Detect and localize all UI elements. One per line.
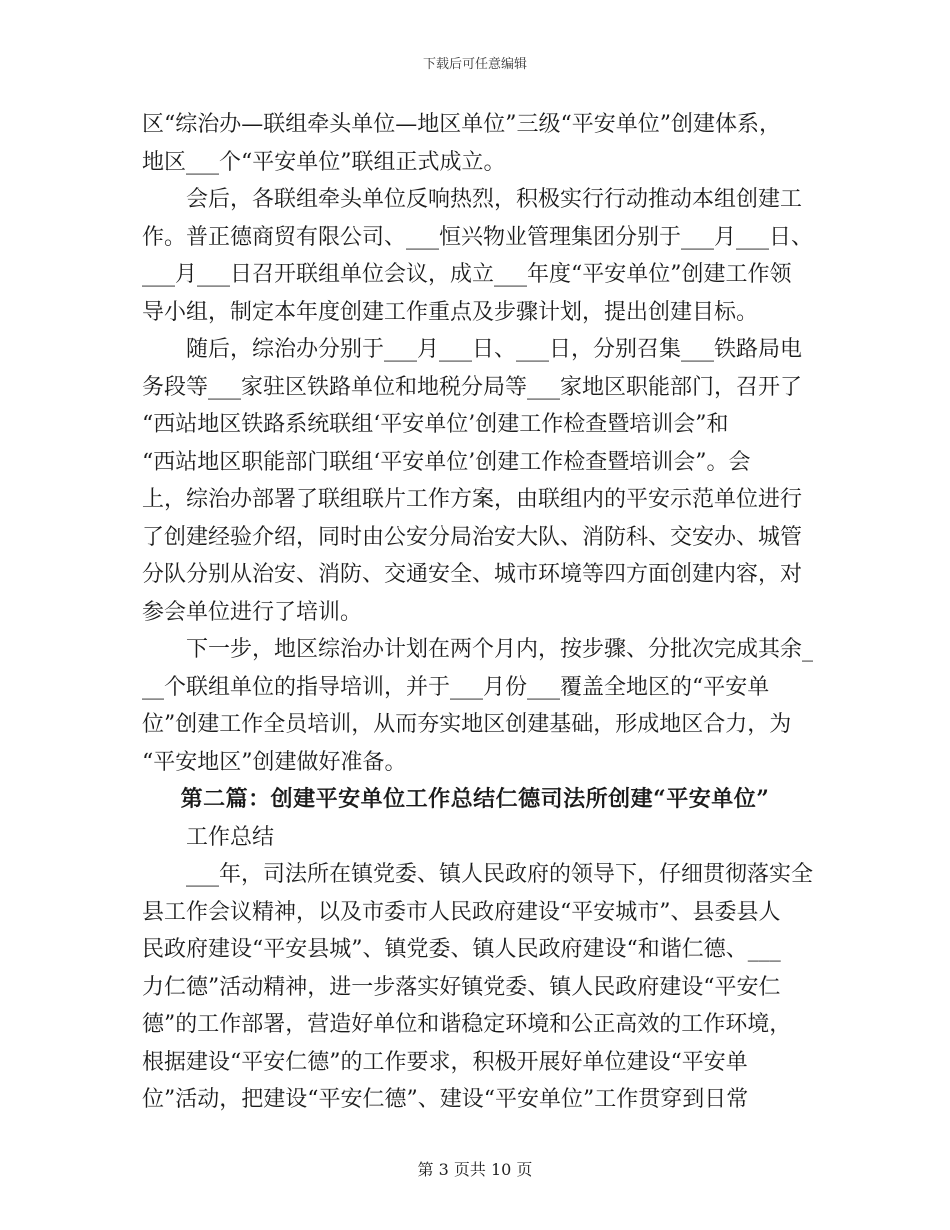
body-line: 县工作会议精神，以及市委市人民政府建设“平安城市”、县委县人 bbox=[142, 899, 781, 925]
page-header: 下载后可任意编辑 bbox=[422, 57, 527, 72]
body-line: 力仁德”活动精神，进一步落实好镇党委、镇人民政府建设“平安仁 bbox=[142, 974, 781, 1000]
body-line: 了创建经验介绍，同时由公安分局治安大队、消防科、交安办、城管 bbox=[142, 524, 803, 550]
body-line: 作。普正德商贸有限公司、___恒兴物业管理集团分别于___月___日、 bbox=[142, 224, 814, 250]
body-line: 位”创建工作全员培训，从而夯实地区创建基础，形成地区合力，为 bbox=[142, 712, 792, 737]
body-line: 区“综治办—联组牵头单位—地区单位”三级“平安单位”创建体系， bbox=[142, 112, 781, 137]
body-line: 导小组，制定本年度创建工作重点及步骤计划，提出创建目标。 bbox=[142, 299, 759, 325]
body-line: 参会单位进行了培训。 bbox=[142, 599, 363, 625]
page-number: 第 3 页共 10 页 bbox=[417, 1160, 533, 1179]
section-subtitle: 工作总结 bbox=[186, 824, 275, 850]
body-line: __个联组单位的指导培训，并于___月份___覆盖全地区的“平安单 bbox=[142, 674, 770, 700]
section-title: 第二篇：创建平安单位工作总结仁德司法所创建“平安单位” bbox=[180, 786, 770, 812]
body-line: 位”活动，把建设“平安仁德”、建设“平安单位”工作贯穿到日常 bbox=[142, 1087, 749, 1112]
body-line: “西站地区职能部门联组‘平安单位’创建工作检查暨培训会”。会 bbox=[142, 449, 751, 475]
body-line: 上，综治办部署了联组联片工作方案，由联组内的平安示范单位进行 bbox=[142, 487, 803, 512]
body-line: ___月___日召开联组单位会议，成立___年度“平安单位”创建工作领 bbox=[142, 262, 792, 287]
body-line: 务段等___家驻区铁路单位和地税分局等___家地区职能部门，召开了 bbox=[142, 374, 803, 400]
body-line: 分队分别从治安、消防、交通安全、城市环境等四方面创建内容，对 bbox=[142, 562, 803, 587]
paragraph-start-line: ___年，司法所在镇党委、镇人民政府的领导下，仔细贯彻落实全 bbox=[186, 862, 814, 887]
body-line: “平安地区”创建做好准备。 bbox=[142, 749, 407, 775]
body-line: 民政府建设“平安县城”、镇党委、镇人民政府建设“和谐仁德、___ bbox=[142, 937, 781, 962]
body-line: 地区___个“平安单位”联组正式成立。 bbox=[142, 149, 506, 175]
document-body bbox=[142, 106, 814, 1119]
body-line: 根据建设“平安仁德”的工作要求，积极开展好单位建设“平安单 bbox=[142, 1049, 748, 1075]
body-line: 德”的工作部署，营造好单位和谐稳定环境和公正高效的工作环境， bbox=[142, 1012, 792, 1037]
paragraph-start-line: 会后，各联组牵头单位反响热烈，积极实行行动推动本组创建工 bbox=[186, 187, 803, 212]
paragraph-start-line: 下一步，地区综治办计划在两个月内，按步骤、分批次完成其余_ bbox=[186, 637, 814, 662]
paragraph-start-line: 随后，综治办分别于___月___日、___日，分别召集___铁路局电 bbox=[186, 337, 803, 362]
body-line: “西站地区铁路系统联组‘平安单位’创建工作检查暨培训会”和 bbox=[142, 412, 729, 437]
